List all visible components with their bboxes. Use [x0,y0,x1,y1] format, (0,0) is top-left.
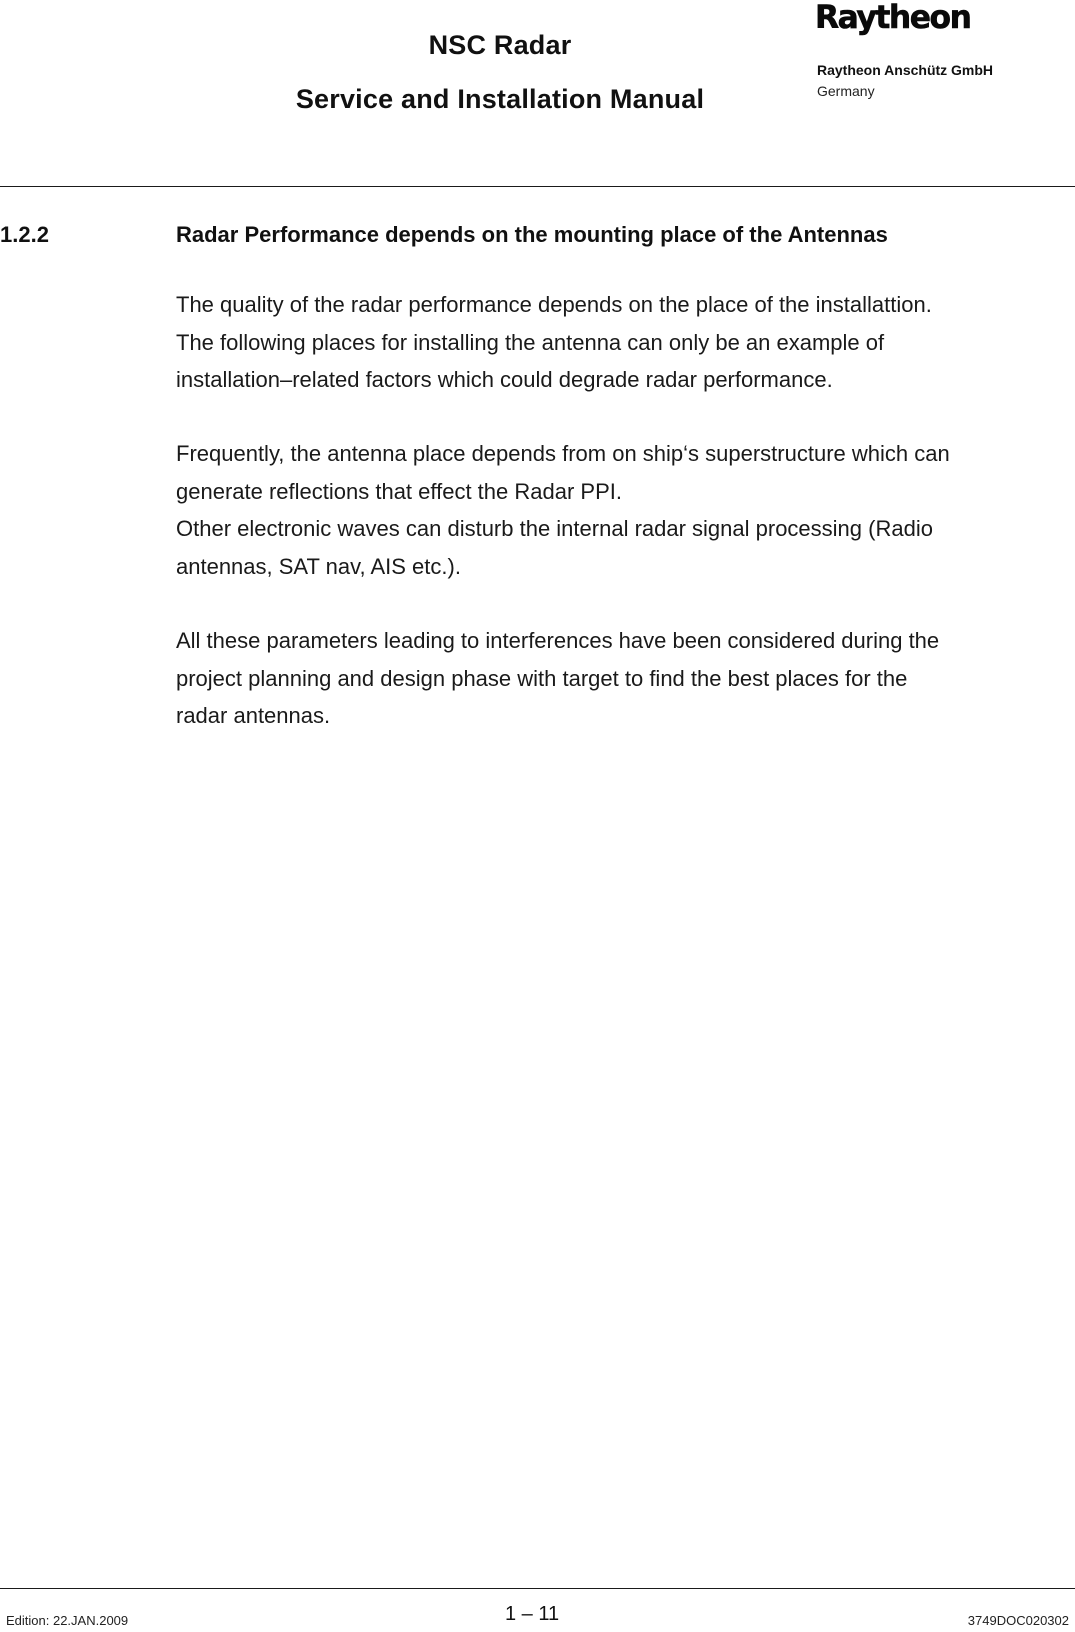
paragraph-line: The quality of the radar performance depends on the place of the installattion. [176,292,932,317]
paragraph-line: Frequently, the antenna place depends from on ship‘s superstructure which can [176,441,950,466]
footer-divider [0,1588,1075,1589]
paragraph-1 [176,286,1066,399]
document-number: 3749DOC020302 [967,1613,1069,1628]
paragraph-line: antennas, SAT nav, AIS etc.). [176,553,461,579]
paragraph-line: project planning and design phase with target to find the best places for the [176,665,908,691]
paragraph-line: Other electronic waves can disturb the internal radar signal processing (Radio [176,516,933,541]
paragraph-line: All these parameters leading to interferences have been considered during the [176,628,940,653]
paragraph-2 [176,435,1066,585]
paragraph-line: radar antennas. [176,703,331,728]
document-subtitle: Service and Installation Manual [295,84,705,114]
paragraph-3 [176,622,1066,735]
section-heading: Radar Performance depends on the mounting place of the Antennas [176,222,888,247]
paragraph-line: installation–related factors which could degrade radar performance. [176,367,833,392]
raytheon-logo: Raytheon [815,0,971,36]
company-country: Germany [817,83,875,99]
page-number: 1 – 11 [505,1603,560,1625]
paragraph-line: generate reflections that effect the Radar PPI. [176,478,622,504]
paragraph-line: The following places for installing the antenna can only be an example of [176,329,885,355]
section-number: 1.2.2 [0,222,49,247]
edition-date: Edition: 22.JAN.2009 [6,1613,129,1628]
header-divider [0,186,1075,187]
document-title: NSC Radar [428,30,572,60]
company-name: Raytheon Anschütz GmbH [817,62,994,78]
